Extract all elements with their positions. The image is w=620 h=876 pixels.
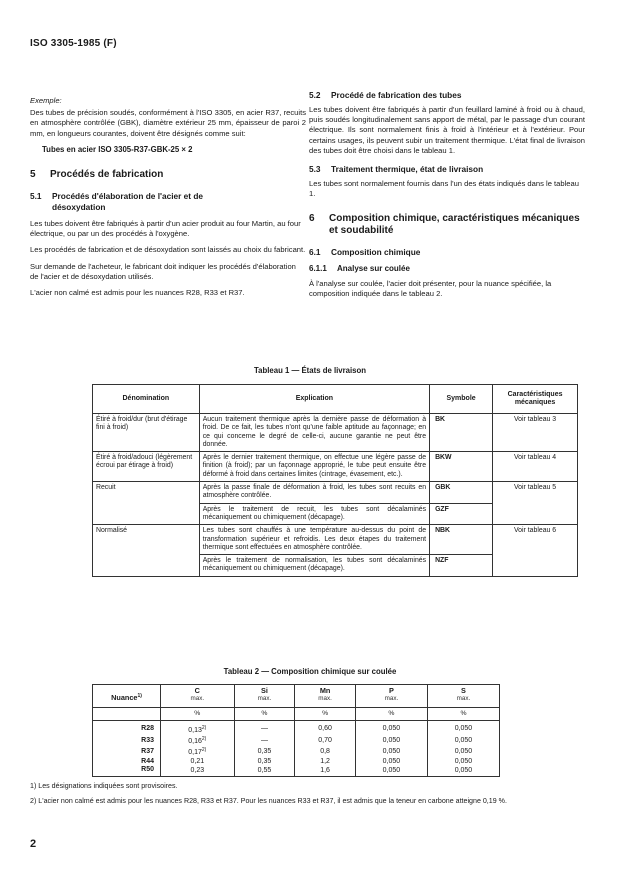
table-1-cell-explanation: Après le traitement de recuit, les tubes sont décalaminés mécaniquement ou chimiquement (décapage). bbox=[199, 503, 429, 525]
table-2-header-mn: Mn bbox=[295, 685, 356, 696]
table-2-mn: 0,8 bbox=[295, 746, 356, 757]
table-1-header-mechanical: Caractéristiques mécaniques bbox=[493, 385, 578, 414]
table-1-cell-explanation: Après le dernier traitement thermique, on effectue une légère passe de finition (à froid); par un façonnage approprié, le tube peut ensuite être déformé à froid dans certaines limites (cintrage, évasement, etc.). bbox=[199, 452, 429, 482]
table-1-cell-denomination: Recuit bbox=[93, 482, 200, 525]
section-6-heading bbox=[309, 213, 585, 237]
table-2-nuance-header bbox=[93, 685, 161, 708]
table-1-header-denomination: Dénomination bbox=[93, 385, 200, 414]
table-2-c bbox=[161, 758, 235, 766]
table-2-c-note: 2) bbox=[201, 747, 207, 754]
table-row bbox=[93, 414, 578, 452]
footnote-1: 1) Les désignations indiquées sont provisoires. bbox=[30, 782, 178, 790]
section-5-1-heading bbox=[30, 191, 306, 213]
table-2-s: 0,050 bbox=[427, 766, 499, 777]
table-2-caption: Tableau 2 — Composition chimique sur coulée bbox=[223, 667, 397, 676]
table-2-c bbox=[161, 746, 235, 757]
table-2-unit-row bbox=[93, 707, 500, 720]
table-1-caption: Tableau 1 — États de livraison bbox=[253, 366, 367, 375]
section-5-2-heading bbox=[309, 90, 585, 101]
table-2-header-c: C bbox=[161, 685, 235, 696]
section-5-1-paragraph-1: Les tubes doivent être fabriqués à partir d'un acier produit au four Martin, au four électrique, ou par un des procédés à l'oxygène. bbox=[30, 219, 301, 239]
standard-reference: ISO 3305-1985 (F) bbox=[30, 38, 117, 49]
table-1-cell-symbol: NZF bbox=[430, 555, 493, 577]
table-2-unit-mn: % bbox=[295, 707, 356, 720]
section-5-3-number: 5.3 bbox=[309, 164, 321, 175]
table-row bbox=[93, 758, 500, 766]
table-2-s: 0,050 bbox=[427, 758, 499, 766]
table-2-nuance-label: Nuance bbox=[111, 692, 138, 702]
section-5-1-number: 5.1 bbox=[30, 191, 42, 202]
table-1-cell-denomination: Étiré à froid/dur (brut d'étirage fini à froid) bbox=[93, 414, 200, 452]
table-1-cell-mechanical: Voir tableau 5 bbox=[493, 482, 578, 525]
table-1-cell-denomination: Étiré à froid/adouci (légèrement écroui par étirage à froid) bbox=[93, 452, 200, 482]
table-2-grade: R44 bbox=[93, 758, 161, 766]
table-2-c-value: 0,17 bbox=[188, 749, 202, 757]
section-6-number: 6 bbox=[309, 213, 315, 225]
table-1-header-symbol: Symbole bbox=[430, 385, 493, 414]
table-2-element-row bbox=[93, 685, 500, 696]
table-2-c-value: 0,13 bbox=[188, 726, 202, 734]
section-6-1-1-paragraph: À l'analyse sur coulée, l'acier doit présenter, pour la nuance spécifiée, la composition indiquée dans le tableau 2. bbox=[309, 278, 552, 298]
section-5-number: 5 bbox=[30, 169, 36, 181]
table-2-chemical-composition bbox=[92, 684, 500, 777]
table-2-s: 0,050 bbox=[427, 735, 499, 746]
section-6-1-heading bbox=[309, 247, 585, 258]
table-row bbox=[93, 735, 500, 746]
table-2-max-s: max. bbox=[427, 695, 499, 707]
table-2-mn: 1,2 bbox=[295, 758, 356, 766]
table-2-mn: 1,6 bbox=[295, 766, 356, 777]
table-1-delivery-conditions bbox=[92, 384, 578, 577]
section-5-1-paragraph-4: L'acier non calmé est admis pour les nuances R28, R33 et R37. bbox=[30, 288, 245, 298]
table-1-cell-explanation: Aucun traitement thermique après la dernière passe de déformation à froid. De ce fait, les tubes n'ont qu'une faible aptitude au façonnage; en ce qui concerne le degré de celle-ci, aucune garantie ne peut être donnée. bbox=[199, 414, 429, 452]
section-5-1-paragraph-3: Sur demande de l'acheteur, le fabricant doit indiquer les procédés d'élaboration de l'acier et de désoxydation utilisés. bbox=[30, 261, 296, 281]
table-1-cell-symbol: NBK bbox=[430, 525, 493, 555]
section-6-1-number: 6.1 bbox=[309, 247, 321, 258]
table-2-si: 0,35 bbox=[234, 758, 295, 766]
table-2-p: 0,050 bbox=[355, 735, 427, 746]
table-2-grade: R33 bbox=[93, 735, 161, 746]
section-5-3-title: Traitement thermique, état de livraison bbox=[331, 164, 484, 175]
table-row bbox=[93, 482, 578, 504]
table-row bbox=[93, 452, 578, 482]
table-row bbox=[93, 525, 578, 555]
table-2-c-value: 0,23 bbox=[190, 767, 205, 775]
table-1-cell-mechanical: Voir tableau 3 bbox=[493, 414, 578, 452]
table-2-nuance-note: 1) bbox=[137, 692, 142, 699]
table-1-cell-mechanical: Voir tableau 6 bbox=[493, 525, 578, 576]
table-2-grade: R50 bbox=[93, 766, 161, 777]
footnote-2: 2) L'acier non calmé est admis pour les nuances R28, R33 et R37. Pour les nuances R33 et R37, il est admis que la teneur en carbone atteigne 0,19 %. bbox=[30, 797, 507, 805]
table-2-unit-c: % bbox=[161, 707, 235, 720]
table-2-c-note: 2) bbox=[201, 724, 207, 731]
table-2-mn: 0,70 bbox=[295, 735, 356, 746]
table-2-grade: R28 bbox=[93, 720, 161, 735]
table-2-si: 0,55 bbox=[234, 766, 295, 777]
section-5-2-number: 5.2 bbox=[309, 90, 321, 100]
table-1-cell-explanation: Après le traitement de normalisation, les tubes sont décalaminés mécaniquement ou chimiquement (décapage). bbox=[199, 555, 429, 577]
left-column bbox=[30, 96, 306, 304]
table-2-unit-si: % bbox=[234, 707, 295, 720]
table-1-cell-symbol: BK bbox=[430, 414, 493, 452]
table-2-c-value: 0,16 bbox=[188, 738, 202, 746]
table-2-mn: 0,60 bbox=[295, 720, 356, 735]
table-2-si: — bbox=[234, 735, 295, 746]
table-2-header-si: Si bbox=[234, 685, 295, 696]
table-2-s: 0,050 bbox=[427, 720, 499, 735]
table-2-s: 0,050 bbox=[427, 746, 499, 757]
table-2-max-c: max. bbox=[161, 695, 235, 707]
section-6-1-1-number: 6.1.1 bbox=[309, 264, 327, 274]
table-2-si: — bbox=[234, 720, 295, 735]
table-2-header-p: P bbox=[355, 685, 427, 696]
table-2-grade: R37 bbox=[93, 746, 161, 757]
section-5-2-paragraph: Les tubes doivent être fabriqués à partir d'un feuillard laminé à froid ou à chaud, puis soudés longitudinalement sans apport de métal, par le passage d'un courant électrique. Ils sont normalement finis à froid à l'intérieur et à l'extérieur. Pour certains usages, ils peuvent subir un traitement thermique. L'état final de livraison des tubes doit être choisi dans le tableau 1. bbox=[309, 105, 585, 155]
table-2-max-mn: max. bbox=[295, 695, 356, 707]
right-column bbox=[309, 90, 585, 305]
table-2-c-value: 0,21 bbox=[190, 757, 205, 765]
section-6-1-1-heading bbox=[309, 264, 585, 274]
table-2-header-s: S bbox=[427, 685, 499, 696]
table-1-header-row bbox=[93, 385, 578, 414]
table-1-cell-symbol: BKW bbox=[430, 452, 493, 482]
table-2-c bbox=[161, 766, 235, 777]
section-5-1-title: Procédés d'élaboration de l'acier et de désoxydation bbox=[52, 191, 204, 213]
table-1-cell-symbol: GBK bbox=[430, 482, 493, 504]
table-1-header-explanation: Explication bbox=[199, 385, 429, 414]
section-6-1-1-title: Analyse sur coulée bbox=[337, 264, 410, 274]
example-designation: Tubes en acier ISO 3305-R37-GBK-25 × 2 bbox=[42, 144, 193, 154]
section-5-heading bbox=[30, 169, 306, 181]
table-2-unit-blank bbox=[93, 707, 161, 720]
page-number: 2 bbox=[30, 838, 37, 850]
section-5-2-title: Procédé de fabrication des tubes bbox=[331, 90, 462, 100]
table-1-cell-explanation: Après la passe finale de déformation à froid, les tubes sont recuits en atmosphère contrôlée. bbox=[199, 482, 429, 504]
example-label: Exemple: bbox=[30, 96, 62, 105]
table-2-c bbox=[161, 720, 235, 735]
section-6-title: Composition chimique, caractéristiques mécaniques et soudabilité bbox=[329, 213, 580, 237]
table-2-max-p: max. bbox=[355, 695, 427, 707]
section-6-1-title: Composition chimique bbox=[331, 247, 421, 258]
table-2-p: 0,050 bbox=[355, 766, 427, 777]
table-2-unit-s: % bbox=[427, 707, 499, 720]
table-row bbox=[93, 766, 500, 777]
section-5-3-heading bbox=[309, 164, 585, 175]
table-1-cell-denomination: Normalisé bbox=[93, 525, 200, 576]
table-2-unit-p: % bbox=[355, 707, 427, 720]
table-row bbox=[93, 720, 500, 735]
table-2-p: 0,050 bbox=[355, 746, 427, 757]
section-5-3-paragraph: Les tubes sont normalement fournis dans l'un des états indiqués dans le tableau 1. bbox=[309, 179, 579, 199]
table-2-p: 0,050 bbox=[355, 758, 427, 766]
example-text: Des tubes de précision soudés, conformément à l'ISO 3305, en acier R37, recuits en atmosphère contrôlée (GBK), diamètre extérieur 25 mm, épaisseur de paroi 2 mm, en longueurs courantes, doivent être désignés comme suit: bbox=[30, 108, 306, 138]
section-5-title: Procédés de fabrication bbox=[50, 169, 164, 181]
table-1-cell-symbol: GZF bbox=[430, 503, 493, 525]
table-row bbox=[93, 746, 500, 757]
section-5-1-paragraph-2: Les procédés de fabrication et de désoxydation sont laissés au choix du fabricant. bbox=[30, 245, 306, 255]
table-2-p: 0,050 bbox=[355, 720, 427, 735]
table-2-si: 0,35 bbox=[234, 746, 295, 757]
table-1-cell-mechanical: Voir tableau 4 bbox=[493, 452, 578, 482]
table-2-max-si: max. bbox=[234, 695, 295, 707]
table-1-cell-explanation: Les tubes sont chauffés à une température au-dessus du point de transformation supérieur et refroidis. Les deux étapes du traitement thermique sont effectuées en atmosphère contrôlée. bbox=[199, 525, 429, 555]
table-2-c-note: 2) bbox=[201, 736, 207, 743]
table-2-c bbox=[161, 735, 235, 746]
